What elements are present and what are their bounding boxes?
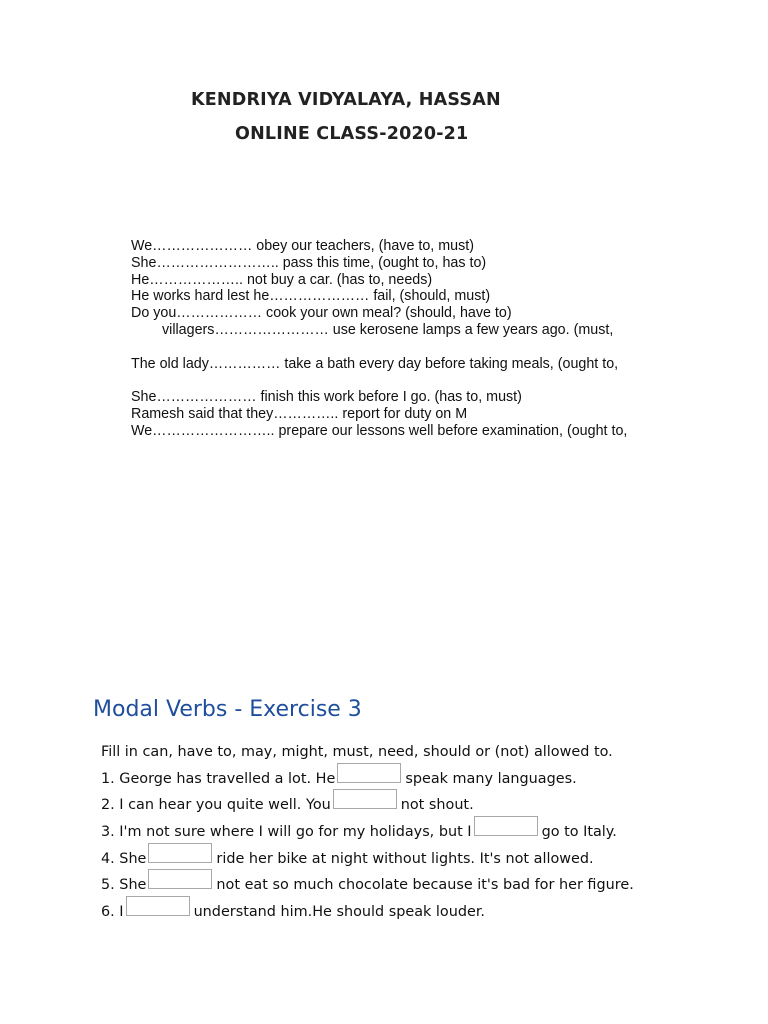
worksheet-line: We………………… obey our teachers, (have to, must) <box>131 238 474 254</box>
item-text-before: 6. I <box>101 903 124 920</box>
item-text-after: speak many languages. <box>405 770 577 787</box>
answer-blank[interactable] <box>337 763 401 783</box>
worksheet-line: Do you……………… cook your own meal? (should, have to) <box>131 305 512 322</box>
worksheet-line: She………………… finish this work before I go. (has to, must) <box>131 389 522 406</box>
worksheet-line: He……………….. not buy a car. (has to, needs) <box>131 271 433 288</box>
worksheet-line: Ramesh said that they………….. report for duty on M <box>131 405 468 422</box>
item-text-after: ride her bike at night without lights. It's not allowed. <box>216 850 594 867</box>
item-text-before: 3. I'm not sure where I will go for my holidays, but I <box>101 824 472 841</box>
exercise-body <box>101 739 741 925</box>
class-title: ONLINE CLASS-2020-21 <box>235 124 469 144</box>
worksheet-line: He works hard lest he………………… fail, (should, must) <box>131 288 491 305</box>
exercise-title: Modal Verbs - Exercise 3 <box>93 697 362 722</box>
item-text-before: 5. She <box>101 877 147 894</box>
item-text-before: 4. She <box>101 850 147 867</box>
exercise-item <box>101 819 741 846</box>
answer-blank[interactable] <box>333 789 397 809</box>
worksheet-spacer <box>131 339 731 356</box>
item-text-before: 1. George has travelled a lot. He <box>101 770 336 787</box>
worksheet-line: The old lady…………… take a bath every day before taking meals, (ought to, <box>131 355 619 372</box>
worksheet-line: villagers…………………… use kerosene lamps a few years ago. (must, <box>162 321 614 338</box>
item-text-before: 2. I can hear you quite well. You <box>101 797 331 814</box>
exercise-item <box>101 872 741 899</box>
school-name: KENDRIYA VIDYALAYA, HASSAN <box>191 90 501 110</box>
worksheet-line: She…………………….. pass this time, (ought to, has to) <box>131 254 487 271</box>
item-text-after: understand him.He should speak louder. <box>193 903 486 920</box>
exercise-item <box>101 845 741 872</box>
worksheet-line: We…………………….. prepare our lessons well before examination, (ought to, <box>131 422 628 439</box>
worksheet-spacer <box>131 372 731 389</box>
item-text-after: not eat so much chocolate because it's bad for her figure. <box>216 877 634 894</box>
worksheet-sentences <box>131 238 731 440</box>
item-text-after: go to Italy. <box>541 824 617 841</box>
answer-blank[interactable] <box>148 869 212 889</box>
exercise-item <box>101 899 741 926</box>
answer-blank[interactable] <box>474 816 538 836</box>
answer-blank[interactable] <box>126 896 190 916</box>
exercise-item <box>101 792 741 819</box>
exercise-instruction: Fill in can, have to, may, might, must, need, should or (not) allowed to. <box>101 744 613 761</box>
answer-blank[interactable] <box>148 843 212 863</box>
exercise-item <box>101 766 741 793</box>
item-text-after: not shout. <box>400 797 474 814</box>
